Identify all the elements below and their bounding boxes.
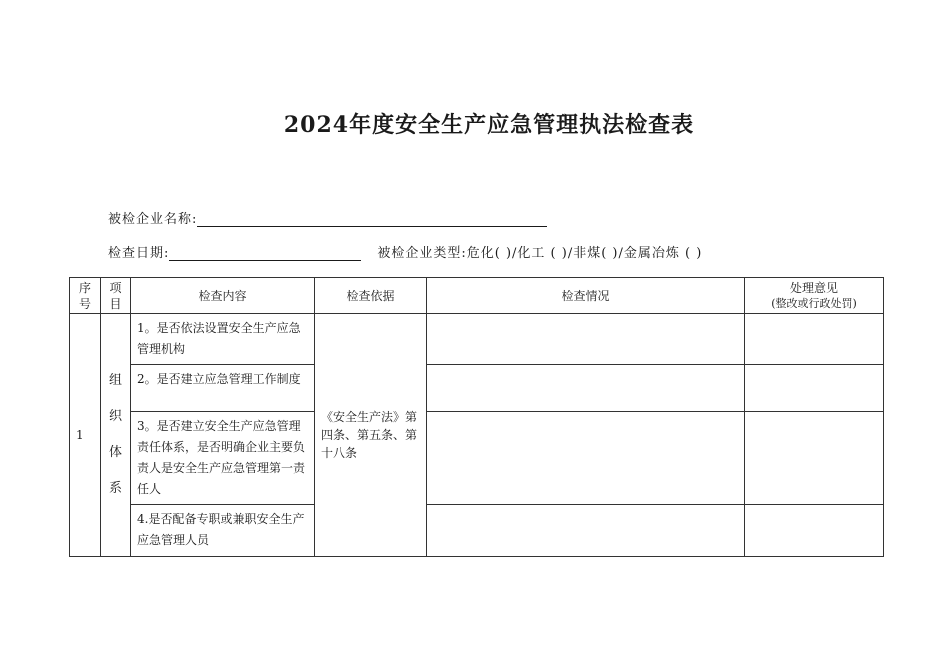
inspection-table	[69, 277, 884, 557]
group-number: 1	[70, 314, 101, 557]
page-title: 2024年度安全生产应急管理执法检查表	[283, 112, 695, 138]
table-row	[70, 412, 884, 505]
check-item-1: 1。是否依法设置安全生产应急管理机构	[131, 314, 315, 365]
header-seq	[70, 278, 101, 314]
enterprise-name-label: 被检企业名称:	[108, 212, 198, 227]
opinion-cell-4[interactable]	[745, 505, 884, 557]
header-opinion-line-2: (整改或行政处罚)	[771, 296, 857, 310]
category-char: 体	[108, 445, 122, 460]
header-item-line-1: 项	[109, 280, 122, 295]
situation-cell-2[interactable]	[427, 365, 745, 412]
table-row	[70, 365, 884, 412]
enterprise-name-blank[interactable]	[197, 212, 547, 227]
header-item-line-2: 目	[109, 296, 122, 311]
group-category	[101, 314, 131, 557]
header-seq-line-2: 号	[78, 296, 91, 311]
table-row	[70, 505, 884, 557]
check-item-3: 3。是否建立安全生产应急管理责任体系，是否明确企业主要负责人是安全生产应急管理第一责任人	[131, 412, 315, 505]
header-opinion	[745, 278, 884, 314]
opinion-cell-3[interactable]	[745, 412, 884, 505]
category-char: 系	[108, 481, 122, 496]
date-type-row	[108, 242, 702, 261]
date-label: 检查日期:	[108, 246, 170, 261]
table-row	[70, 314, 884, 365]
opinion-cell-2[interactable]	[745, 365, 884, 412]
enterprise-type-label: 被检企业类型:危化( )/化工 ( )/非煤( )/金属冶炼 ( )	[377, 246, 703, 261]
header-content: 检查内容	[131, 278, 315, 314]
category-char: 织	[108, 409, 122, 424]
date-blank[interactable]	[169, 246, 361, 261]
table-header-row	[70, 278, 884, 314]
situation-cell-4[interactable]	[427, 505, 745, 557]
situation-cell-1[interactable]	[427, 314, 745, 365]
header-basis: 检查依据	[315, 278, 427, 314]
header-item	[101, 278, 131, 314]
situation-cell-3[interactable]	[427, 412, 745, 505]
check-item-2: 2。是否建立应急管理工作制度	[131, 365, 315, 412]
check-item-4: 4.是否配备专职或兼职安全生产应急管理人员	[131, 505, 315, 557]
enterprise-name-row	[108, 208, 547, 227]
header-situation: 检查情况	[427, 278, 745, 314]
group-basis: 《安全生产法》第四条、第五条、第十八条	[315, 314, 427, 557]
opinion-cell-1[interactable]	[745, 314, 884, 365]
header-seq-line-1: 序	[78, 280, 91, 295]
category-char: 组	[108, 373, 122, 388]
header-opinion-line-1: 处理意见	[789, 280, 838, 295]
